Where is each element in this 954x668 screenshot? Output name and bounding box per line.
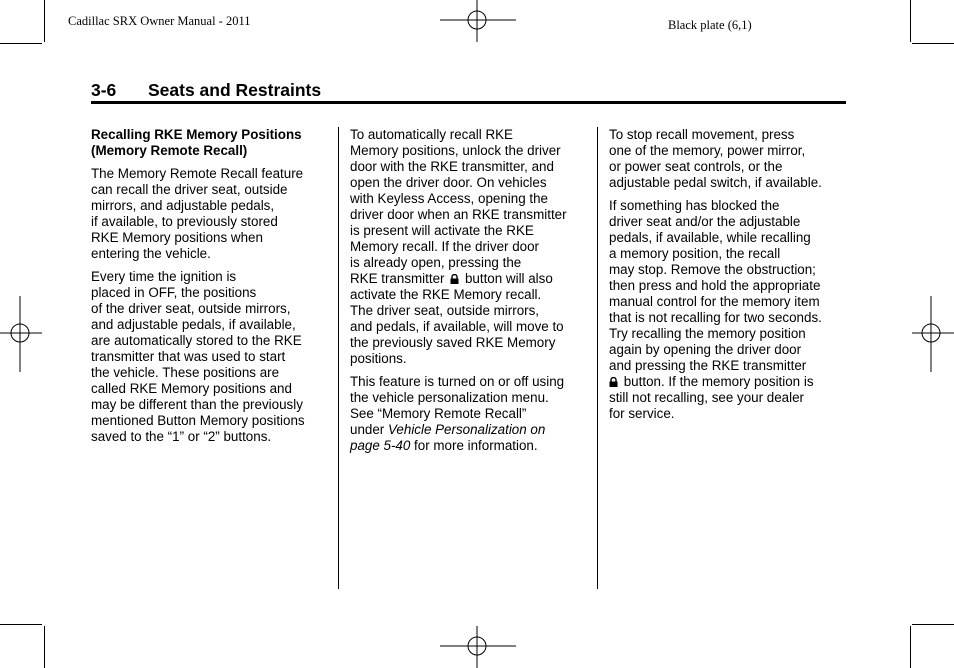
- crop-mark: [0, 624, 42, 625]
- text-line: that is not recalling for two seconds.: [609, 310, 822, 325]
- text-line: entering the vehicle.: [91, 246, 211, 261]
- text-line: and adjustable pedals, if available,: [91, 317, 296, 332]
- text-line: The Memory Remote Recall feature: [91, 166, 304, 181]
- text-line: with Keyless Access, opening the: [350, 191, 548, 206]
- text-line: of the driver seat, outside mirrors,: [91, 301, 291, 316]
- text-line: Memory positions, unlock the driver: [350, 143, 561, 158]
- text-line: driver seat and/or the adjustable: [609, 214, 801, 229]
- paragraph: [91, 166, 327, 262]
- text-line: placed in OFF, the positions: [91, 285, 257, 300]
- crop-mark: [910, 0, 911, 42]
- text-line: can recall the driver seat, outside: [91, 182, 288, 197]
- text-line: and pedals, if available, will move to: [350, 319, 564, 334]
- text-line: a memory position, the recall: [609, 246, 781, 261]
- registration-mark-top: [440, 0, 516, 42]
- registration-mark-left: [0, 296, 42, 372]
- text-line: This feature is turned on or off using: [350, 374, 565, 389]
- crop-mark: [0, 43, 42, 44]
- paragraph: [609, 127, 847, 191]
- text-line: See “Memory Remote Recall”: [350, 406, 527, 421]
- text-line: under: [350, 422, 385, 437]
- text-line: for service.: [609, 406, 675, 421]
- text-line: The driver seat, outside mirrors,: [350, 303, 540, 318]
- text-line: one of the memory, power mirror,: [609, 143, 806, 158]
- text-line: still not recalling, see your dealer: [609, 390, 805, 405]
- column-3: [609, 127, 847, 429]
- text-line: manual control for the memory item: [609, 294, 820, 309]
- text-line: the previously saved RKE Memory: [350, 335, 556, 350]
- text-line: open the driver door. On vehicles: [350, 175, 547, 190]
- text-line: are automatically stored to the RKE: [91, 333, 302, 348]
- text-line: or power seat controls, or the: [609, 159, 783, 174]
- manual-title: Cadillac SRX Owner Manual - 2011: [68, 14, 251, 28]
- text-line: again by opening the driver door: [609, 342, 802, 357]
- column-2: [350, 127, 588, 461]
- crop-mark: [912, 43, 954, 44]
- text-line: if available, to previously stored: [91, 214, 278, 229]
- section-rule: [91, 101, 846, 104]
- section-title: Seats and Restraints: [148, 80, 322, 100]
- text-line: button will also: [464, 271, 553, 286]
- text-line: transmitter that was used to start: [91, 349, 286, 364]
- text-line: the vehicle personalization menu.: [350, 390, 549, 405]
- column-1: [91, 127, 327, 452]
- text-line: Try recalling the memory position: [609, 326, 806, 341]
- text-line: mentioned Button Memory positions: [91, 413, 305, 428]
- text-line: pedals, if available, while recalling: [609, 230, 811, 245]
- registration-mark-bottom: [440, 626, 516, 668]
- section-number: 3-6: [91, 80, 117, 100]
- subheading-line: (Memory Remote Recall): [91, 143, 248, 158]
- crop-mark: [44, 626, 45, 668]
- registration-mark-right: [912, 296, 954, 372]
- text-line: saved to the “1” or “2” buttons.: [91, 429, 272, 444]
- text-line: then press and hold the appropriate: [609, 278, 821, 293]
- plate-label: Black plate (6,1): [668, 18, 752, 32]
- subheading-line: Recalling RKE Memory Positions: [91, 127, 302, 142]
- cross-reference[interactable]: Vehicle Personalization on: [387, 422, 546, 437]
- text-line: driver door when an RKE transmitter: [350, 207, 567, 222]
- text-line: Memory recall. If the driver door: [350, 239, 540, 254]
- text-line: is present will activate the RKE: [350, 223, 534, 238]
- text-line: positions.: [350, 351, 407, 366]
- column-divider: [338, 127, 339, 589]
- crop-mark: [910, 626, 911, 668]
- paragraph: [91, 269, 327, 445]
- paragraph: [350, 374, 588, 454]
- crop-mark: [44, 0, 45, 42]
- text-line: Every time the ignition is: [91, 269, 237, 284]
- subheading: [91, 127, 327, 159]
- text-line: may be different than the previously: [91, 397, 303, 412]
- text-line: mirrors, and adjustable pedals,: [91, 198, 275, 213]
- paragraph: [350, 127, 588, 367]
- lock-icon: [450, 274, 459, 284]
- text-line: may stop. Remove the obstruction;: [609, 262, 816, 277]
- column-divider: [597, 127, 598, 589]
- paragraph: [609, 198, 847, 422]
- text-line: RKE transmitter: [350, 271, 445, 286]
- cross-reference-page[interactable]: page 5-40: [350, 438, 411, 453]
- text-line: adjustable pedal switch, if available.: [609, 175, 822, 190]
- text-line: door with the RKE transmitter, and: [350, 159, 554, 174]
- text-line: the vehicle. These positions are: [91, 365, 280, 380]
- text-line: is already open, pressing the: [350, 255, 522, 270]
- text-line: button. If the memory position is: [623, 374, 814, 389]
- text-line: activate the RKE Memory recall.: [350, 287, 542, 302]
- lock-icon: [609, 377, 618, 387]
- text-line: To stop recall movement, press: [609, 127, 795, 142]
- text-line: called RKE Memory positions and: [91, 381, 292, 396]
- text-line: and pressing the RKE transmitter: [609, 358, 807, 373]
- text-line: for more information.: [414, 438, 538, 453]
- crop-mark: [912, 624, 954, 625]
- text-line: RKE Memory positions when: [91, 230, 263, 245]
- text-line: If something has blocked the: [609, 198, 780, 213]
- text-line: To automatically recall RKE: [350, 127, 513, 142]
